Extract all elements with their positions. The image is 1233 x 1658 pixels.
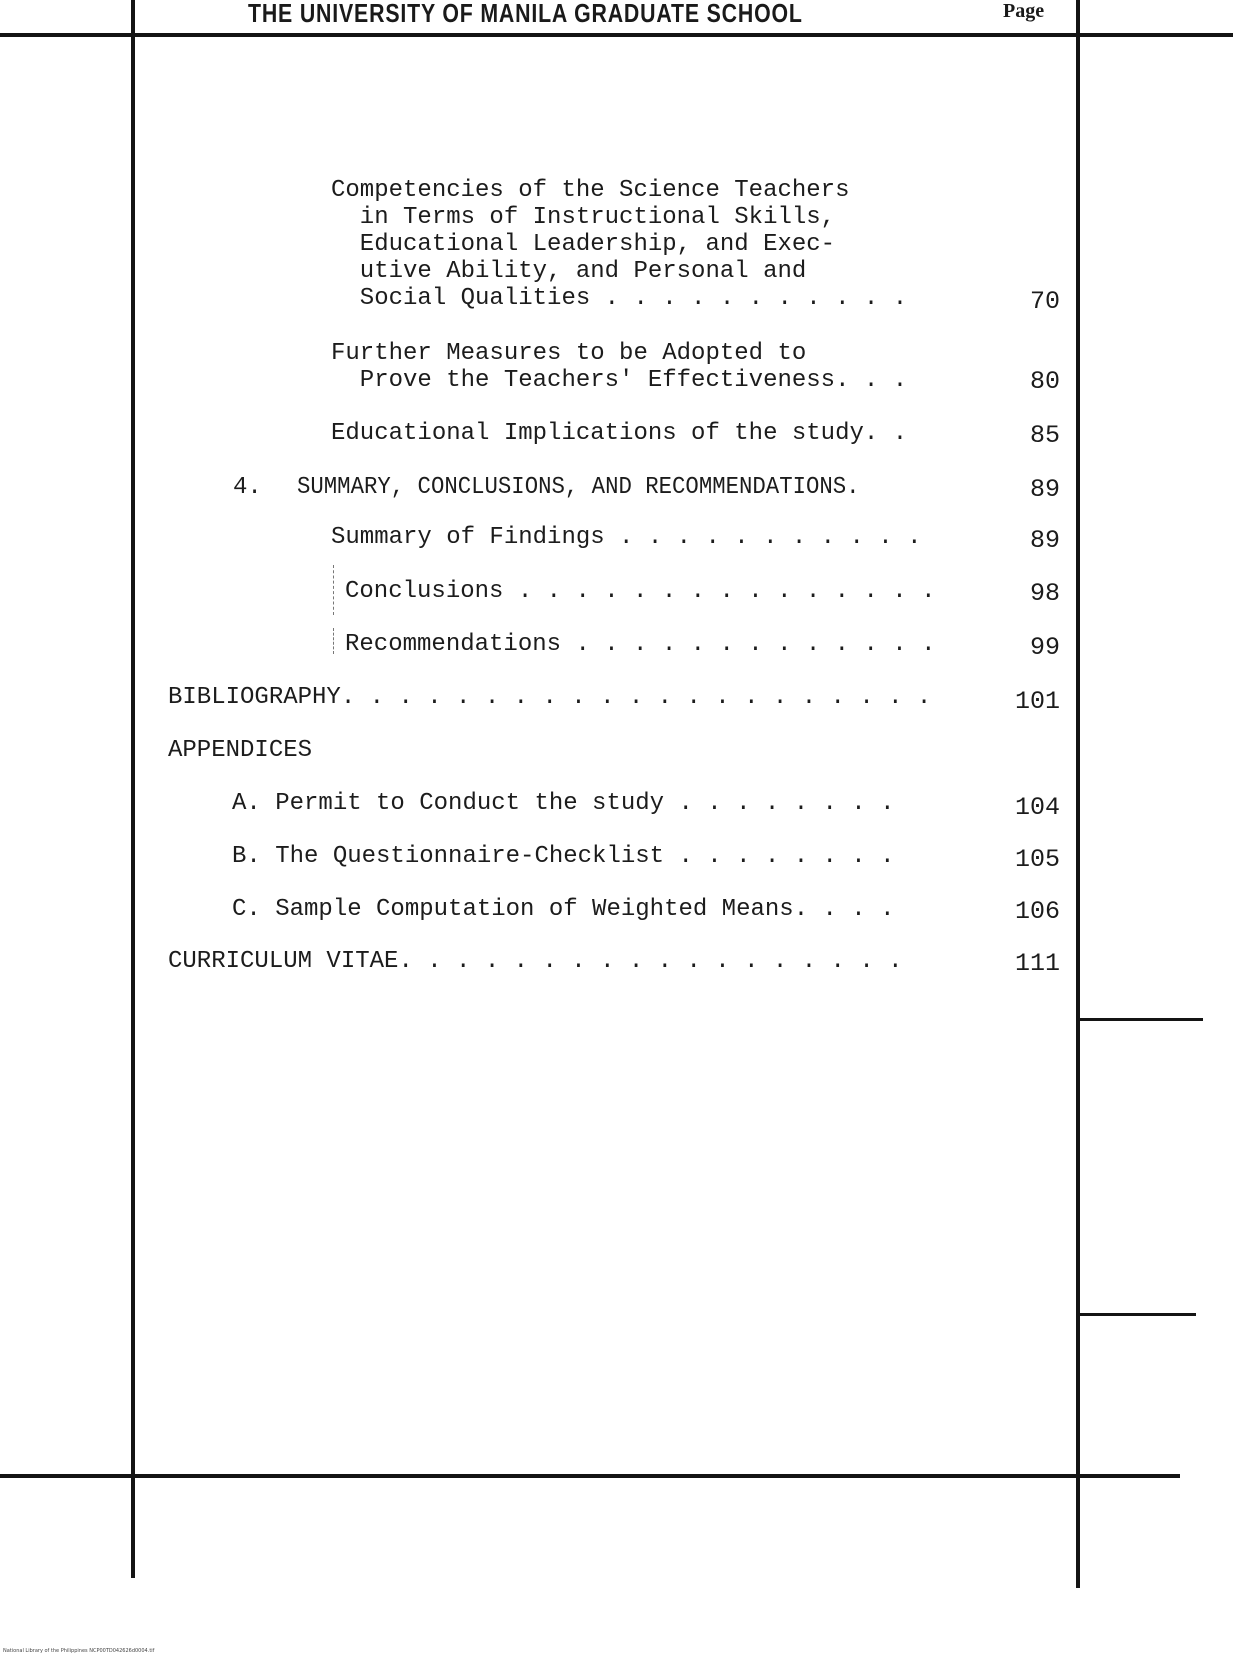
handwritten-check-mark xyxy=(333,565,335,615)
handwritten-check-mark-2 xyxy=(333,628,335,654)
toc-page-competencies: 70 xyxy=(1029,287,1060,316)
toc-entry-competencies-line-5: Social Qualities . . . . . . . . . . . xyxy=(331,285,908,312)
toc-entry-implications: Educational Implications of the study. . xyxy=(331,420,908,447)
page-column-label: Page xyxy=(1003,0,1045,22)
toc-page-chapter-4: 89 xyxy=(1029,475,1060,504)
toc-page-recommendations: 99 xyxy=(1029,633,1060,662)
toc-entry-summary: Summary of Findings . . . . . . . . . . . xyxy=(331,524,922,551)
toc-page-summary: 89 xyxy=(1029,526,1060,555)
toc-entry-competencies-line-3: Educational Leadership, and Exec- xyxy=(331,231,836,258)
footer-rule xyxy=(0,1474,1180,1478)
toc-entry-curriculum-vitae: CURRICULUM VITAE. . . . . . . . . . . . . . . . . . xyxy=(168,948,903,975)
toc-entry-appendix-b: B. The Questionnaire-Checklist . . . . . . . . xyxy=(232,843,895,870)
institution-header: THE UNIVERSITY OF MANILA GRADUATE SCHOOL xyxy=(248,0,803,28)
toc-page-bibliography: 101 xyxy=(1014,687,1060,716)
toc-entry-recommendations: Recommendations . . . . . . . . . . . . . xyxy=(345,631,936,658)
toc-entry-appendix-a: A. Permit to Conduct the study . . . . . . . . xyxy=(232,790,895,817)
toc-entry-competencies-line-1: Competencies of the Science Teachers xyxy=(331,177,850,204)
toc-entry-competencies-line-2: in Terms of Instructional Skills, xyxy=(331,204,836,231)
scan-source-note: National Library of the Philippines NCP00TD042626d0004.tif xyxy=(3,1648,155,1654)
toc-heading-appendices: APPENDICES xyxy=(168,737,313,764)
toc-entry-further-measures-line-2: Prove the Teachers' Effectiveness. . . xyxy=(331,367,908,394)
header-rule xyxy=(0,33,1233,37)
toc-entry-further-measures-line-1: Further Measures to be Adopted to xyxy=(331,340,807,367)
toc-page-appendix-c: 106 xyxy=(1014,897,1060,926)
right-side-rule-upper xyxy=(1078,1018,1203,1021)
toc-entry-chapter-4: SUMMARY, CONCLUSIONS, AND RECOMMENDATIONS. xyxy=(297,474,860,501)
toc-page-appendix-b: 105 xyxy=(1014,845,1060,874)
toc-page-implications: 85 xyxy=(1029,421,1060,450)
toc-page-conclusions: 98 xyxy=(1029,579,1060,608)
toc-page-appendix-a: 104 xyxy=(1014,793,1060,822)
toc-entry-conclusions: Conclusions . . . . . . . . . . . . . . . xyxy=(345,578,936,605)
right-margin-rule xyxy=(1076,0,1080,1588)
toc-chapter-number: 4. xyxy=(233,474,262,501)
toc-entry-competencies-line-4: utive Ability, and Personal and xyxy=(331,258,807,285)
toc-entry-appendix-c: C. Sample Computation of Weighted Means. . . . xyxy=(232,896,895,923)
left-margin-rule xyxy=(131,0,135,1578)
toc-page-curriculum-vitae: 111 xyxy=(1014,949,1060,978)
toc-entry-bibliography: BIBLIOGRAPHY. . . . . . . . . . . . . . . . . . . . . xyxy=(168,684,932,711)
toc-page-further-measures: 80 xyxy=(1029,367,1060,396)
right-side-rule-lower xyxy=(1078,1313,1196,1316)
